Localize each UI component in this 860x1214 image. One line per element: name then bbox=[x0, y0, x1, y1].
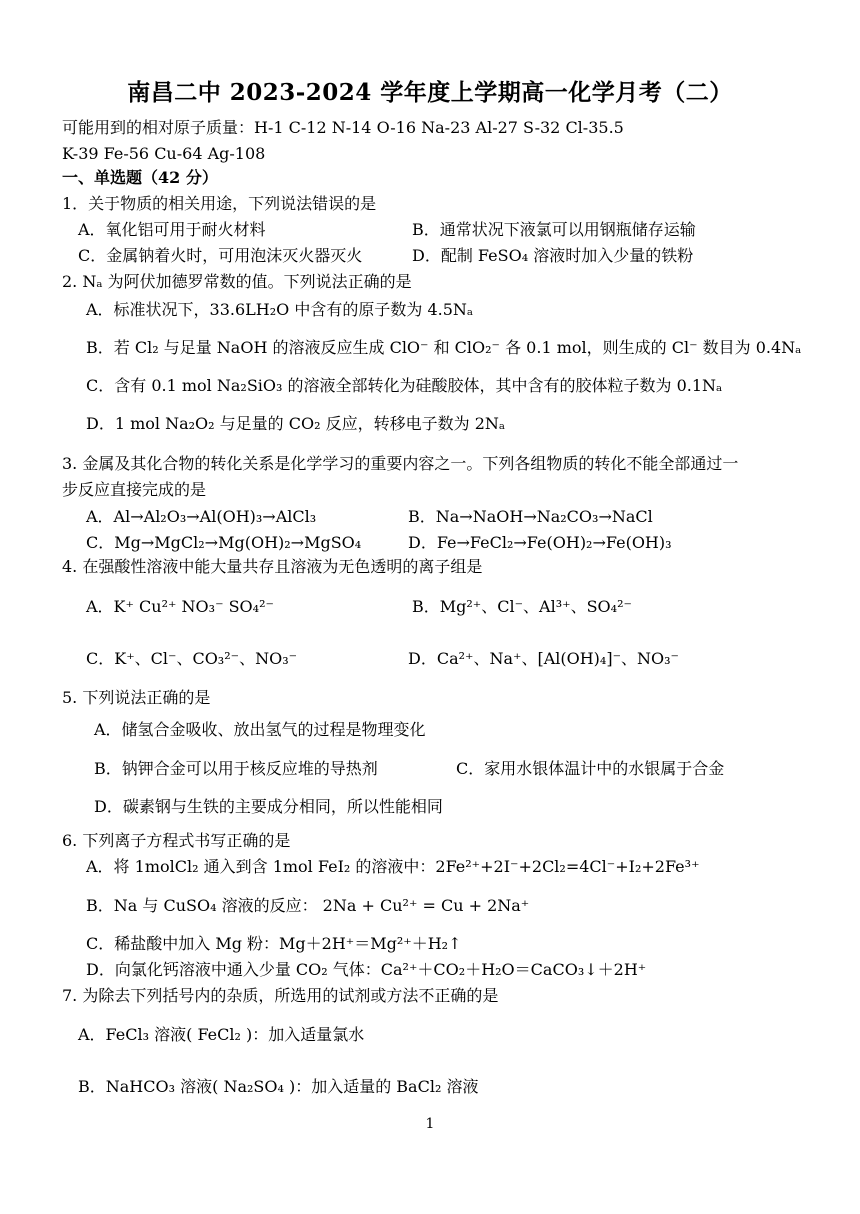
question-6-stem: 6. 下列离子方程式书写正确的是 bbox=[62, 831, 291, 850]
question-7-option-a: A．FeCl₃ 溶液( FeCl₂ )：加入适量氯水 bbox=[78, 1025, 365, 1044]
question-1-option-d: D．配制 FeSO₄ 溶液时加入少量的铁粉 bbox=[412, 246, 694, 265]
question-7-stem: 7. 为除去下列括号内的杂质，所选用的试剂或方法不正确的是 bbox=[62, 986, 499, 1005]
question-4-option-a: A．K⁺ Cu²⁺ NO₃⁻ SO₄²⁻ bbox=[86, 597, 274, 616]
question-6-option-c: C．稀盐酸中加入 Mg 粉：Mg＋2H⁺＝Mg²⁺＋H₂↑ bbox=[86, 934, 462, 953]
section-heading: 一、单选题（42 分） bbox=[62, 168, 218, 187]
question-4-stem: 4. 在强酸性溶液中能大量共存且溶液为无色透明的离子组是 bbox=[62, 557, 483, 576]
question-2-option-a: A．标准状况下，33.6LH₂O 中含有的原子数为 4.5Nₐ bbox=[86, 300, 474, 319]
question-5-stem: 5. 下列说法正确的是 bbox=[62, 688, 211, 707]
question-5-option-c: C．家用水银体温计中的水银属于合金 bbox=[456, 759, 725, 778]
question-6-option-a: A．将 1molCl₂ 通入到含 1mol FeI₂ 的溶液中：2Fe²⁺+2I⁻+2Cl₂=4Cl⁻+I₂+2Fe³⁺ bbox=[86, 857, 700, 876]
question-1-stem: 1．关于物质的相关用途，下列说法错误的是 bbox=[62, 194, 377, 213]
question-3-stem-line-1: 3. 金属及其化合物的转化关系是化学学习的重要内容之一。下列各组物质的转化不能全部通过一 bbox=[62, 454, 739, 473]
question-2-option-b: B．若 Cl₂ 与足量 NaOH 的溶液反应生成 ClO⁻ 和 ClO₂⁻ 各 0.1 mol，则生成的 Cl⁻ 数目为 0.4Nₐ bbox=[86, 338, 802, 357]
atomic-masses-line-1: 可能用到的相对原子质量：H-1 C-12 N-14 O-16 Na-23 Al-27 S-32 Cl-35.5 bbox=[62, 118, 624, 137]
question-5-option-b: B．钠钾合金可以用于核反应堆的导热剂 bbox=[94, 759, 378, 778]
question-4-option-d: D．Ca²⁺、Na⁺、[Al(OH)₄]⁻、NO₃⁻ bbox=[408, 649, 680, 668]
question-6-option-d: D．向氯化钙溶液中通入少量 CO₂ 气体：Ca²⁺＋CO₂＋H₂O＝CaCO₃↓＋2H⁺ bbox=[86, 960, 647, 979]
question-3-stem-line-2: 步反应直接完成的是 bbox=[62, 480, 207, 499]
question-3-option-a: A．Al→Al₂O₃→Al(OH)₃→AlCl₃ bbox=[86, 507, 317, 526]
question-5-option-a: A．储氢合金吸收、放出氢气的过程是物理变化 bbox=[94, 720, 426, 739]
question-2-stem: 2. Nₐ 为阿伏加德罗常数的值。下列说法正确的是 bbox=[62, 272, 412, 291]
question-4-option-b: B．Mg²⁺、Cl⁻、Al³⁺、SO₄²⁻ bbox=[412, 597, 632, 616]
atomic-masses-line-2: K-39 Fe-56 Cu-64 Ag-108 bbox=[62, 144, 266, 163]
question-2-option-d: D．1 mol Na₂O₂ 与足量的 CO₂ 反应，转移电子数为 2Nₐ bbox=[86, 414, 506, 433]
question-4-option-c: C．K⁺、Cl⁻、CO₃²⁻、NO₃⁻ bbox=[86, 649, 298, 668]
page-number: 1 bbox=[425, 1116, 435, 1132]
question-3-option-d: D．Fe→FeCl₂→Fe(OH)₂→Fe(OH)₃ bbox=[408, 533, 672, 552]
question-6-option-b: B．Na 与 CuSO₄ 溶液的反应： 2Na + Cu²⁺ = Cu + 2Na⁺ bbox=[86, 896, 530, 915]
question-2-option-c: C．含有 0.1 mol Na₂SiO₃ 的溶液全部转化为硅酸胶体，其中含有的胶体粒子数为 0.1Nₐ bbox=[86, 376, 723, 395]
question-5-option-d: D．碳素钢与生铁的主要成分相同，所以性能相同 bbox=[94, 797, 443, 816]
question-3-option-c: C．Mg→MgCl₂→Mg(OH)₂→MgSO₄ bbox=[86, 533, 362, 552]
page-title: 南昌二中 2023-2024 学年度上学期高一化学月考（二） bbox=[127, 79, 733, 106]
question-7-option-b: B．NaHCO₃ 溶液( Na₂SO₄ )：加入适量的 BaCl₂ 溶液 bbox=[78, 1077, 479, 1096]
question-3-option-b: B．Na→NaOH→Na₂CO₃→NaCl bbox=[408, 507, 653, 526]
question-1-option-c: C．金属钠着火时，可用泡沫灭火器灭火 bbox=[78, 246, 363, 265]
question-1-option-b: B．通常状况下液氯可以用钢瓶储存运输 bbox=[412, 220, 696, 239]
question-1-option-a: A．氧化铝可用于耐火材料 bbox=[78, 220, 266, 239]
